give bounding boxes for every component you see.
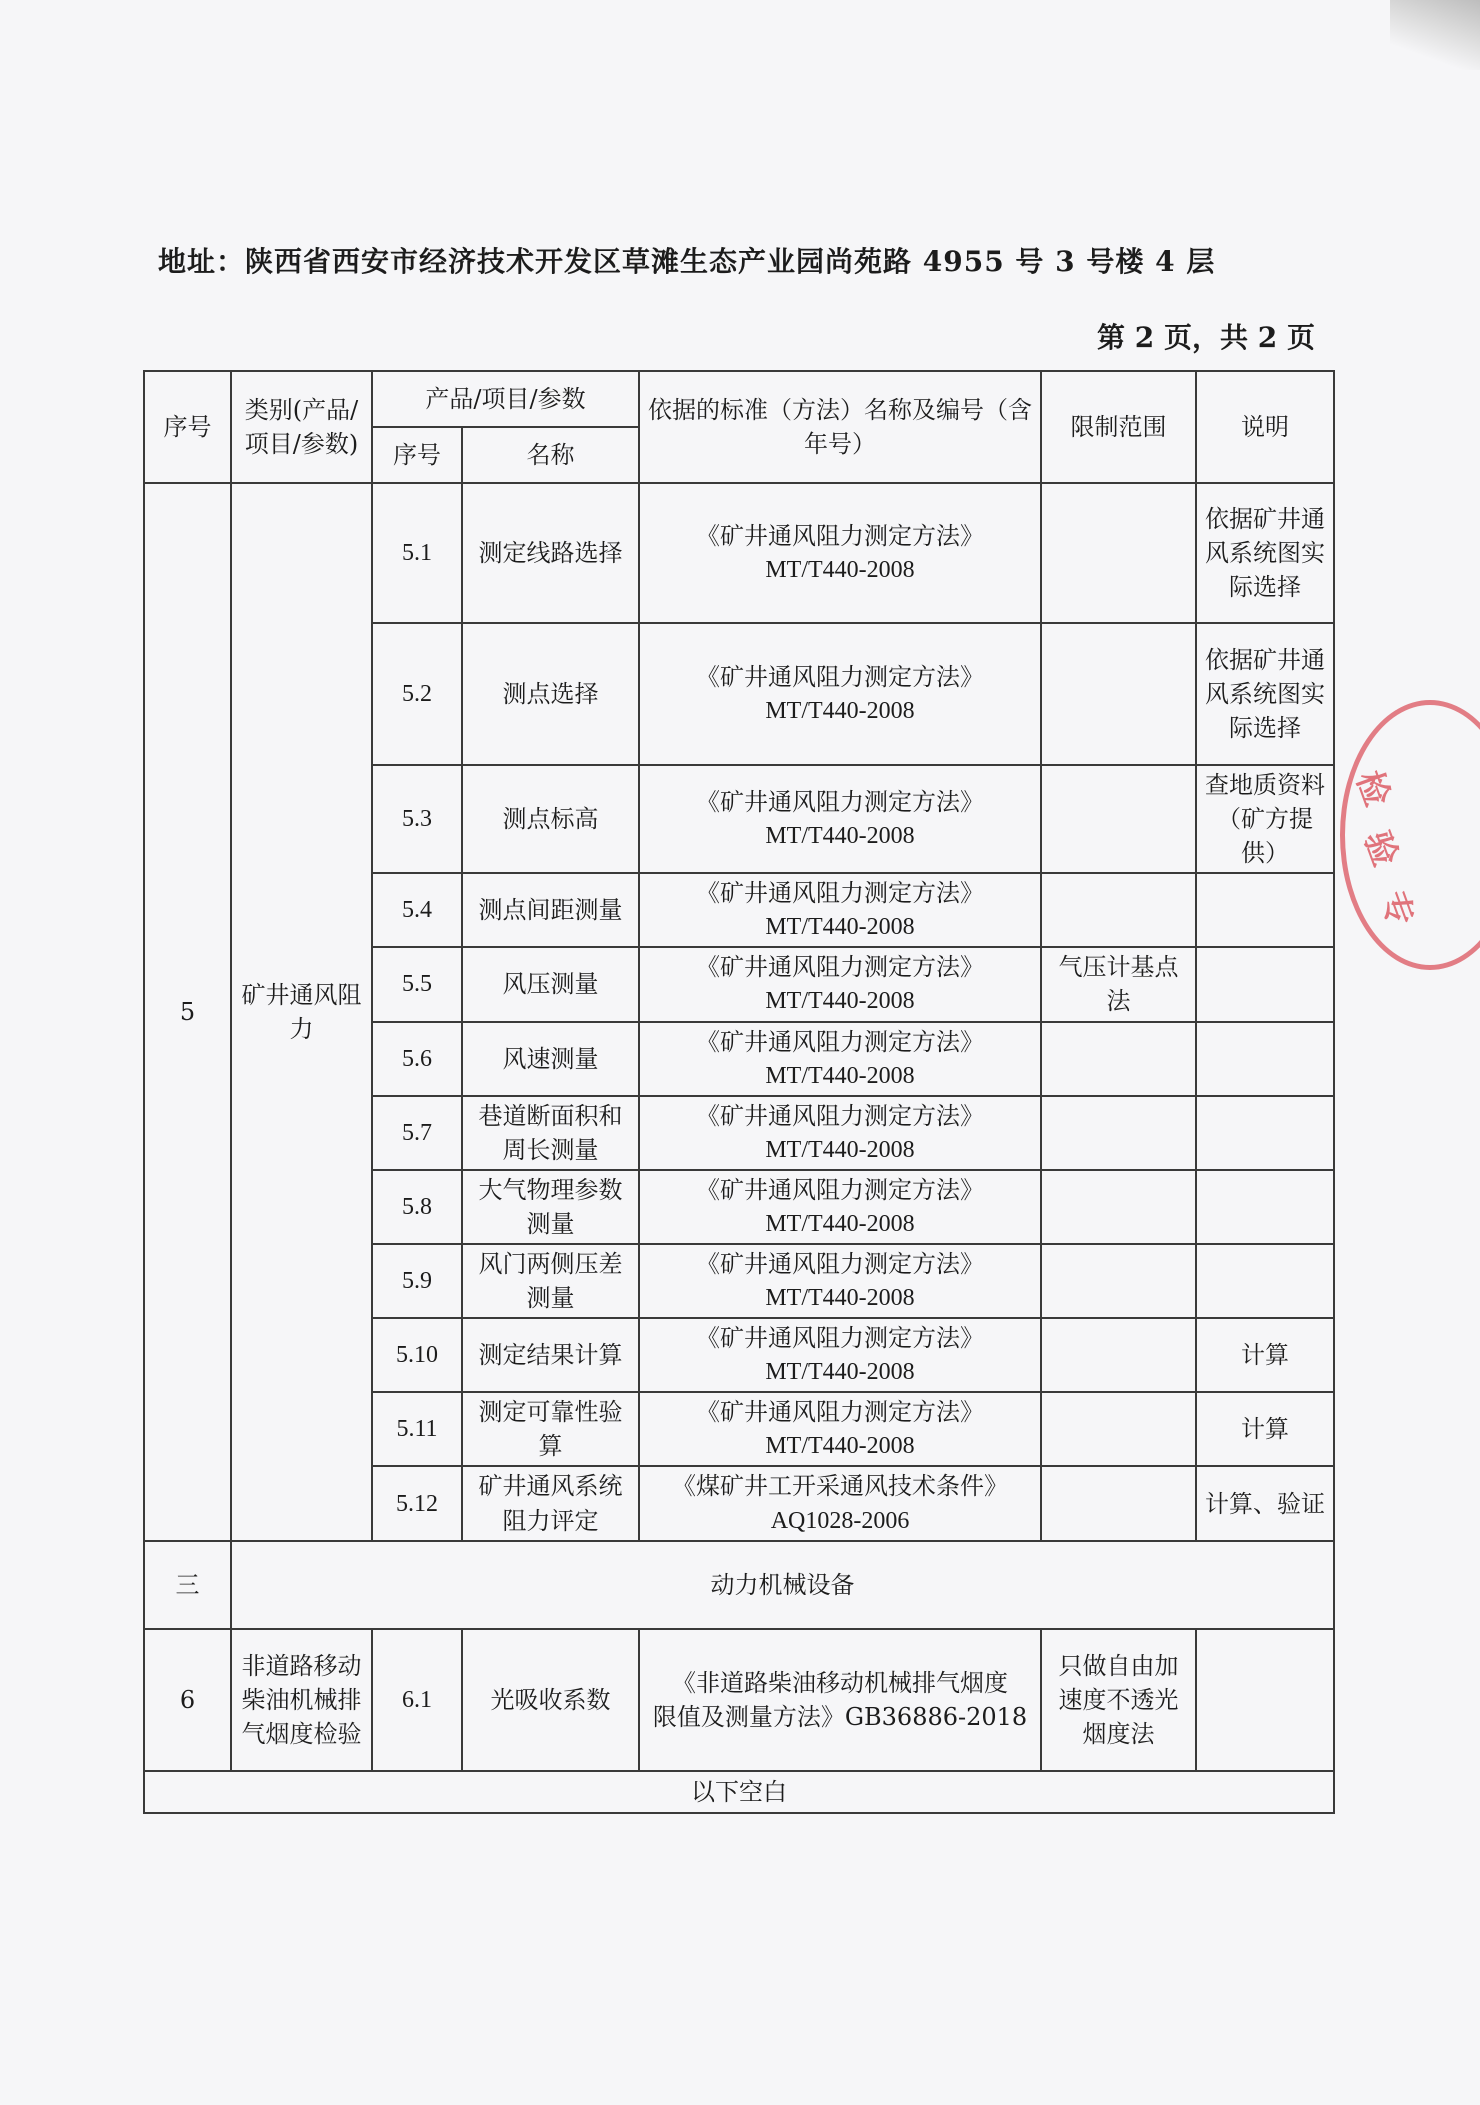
item-limit <box>1041 765 1196 873</box>
item-limit: 只做自由加速度不透光烟度法 <box>1041 1629 1196 1771</box>
item-standard <box>639 1392 1041 1466</box>
header-limit: 限制范围 <box>1041 371 1196 483</box>
item-name: 测定线路选择 <box>462 483 639 623</box>
header-standard: 依据的标准（方法）名称及编号（含年号） <box>639 371 1041 483</box>
item-note <box>1196 873 1334 947</box>
item-limit <box>1041 623 1196 765</box>
item-note: 依据矿井通风系统图实际选择 <box>1196 623 1334 765</box>
item-standard <box>639 1244 1041 1318</box>
item-standard <box>639 483 1041 623</box>
header-row-1 <box>144 371 1334 427</box>
standard-code: MT/T440-2008 <box>765 914 915 941</box>
item-name: 测点间距测量 <box>462 873 639 947</box>
item-note: 查地质资料（矿方提供） <box>1196 765 1334 873</box>
item-standard <box>639 1466 1041 1540</box>
item-name: 测定可靠性验算 <box>462 1392 639 1466</box>
item-standard <box>639 1170 1041 1244</box>
item-note <box>1196 1170 1334 1244</box>
standard-code: MT/T440-2008 <box>765 1433 915 1460</box>
item-standard <box>639 623 1041 765</box>
standard-title: 《矿井通风阻力测定方法》 <box>696 1101 985 1130</box>
red-seal-stamp <box>1340 700 1480 970</box>
item-note: 计算 <box>1196 1318 1334 1392</box>
item-limit <box>1041 1096 1196 1170</box>
item-name: 测定结果计算 <box>462 1318 639 1392</box>
blank-below-note: 以下空白 <box>144 1771 1334 1813</box>
item-name: 光吸收系数 <box>462 1629 639 1771</box>
item-no: 5.12 <box>372 1466 462 1540</box>
footer-row <box>144 1771 1334 1813</box>
header-product-group: 产品/项目/参数 <box>372 371 639 427</box>
standard-code: MT/T440-2008 <box>765 1136 915 1163</box>
item-note <box>1196 1022 1334 1096</box>
item-no: 5.4 <box>372 873 462 947</box>
item-note: 计算、验证 <box>1196 1466 1334 1540</box>
item-no: 5.10 <box>372 1318 462 1392</box>
item-no: 5.5 <box>372 947 462 1021</box>
item-limit: 气压计基点法 <box>1041 947 1196 1021</box>
item-name: 矿井通风系统阻力评定 <box>462 1466 639 1540</box>
item-note <box>1196 1096 1334 1170</box>
item-note: 计算 <box>1196 1392 1334 1466</box>
item-standard <box>639 873 1041 947</box>
item-standard <box>639 1318 1041 1392</box>
header-category: 类别(产品/项目/参数) <box>231 371 372 483</box>
standard-title: 《矿井通风阻力测定方法》 <box>696 1175 985 1204</box>
standard-title: 《矿井通风阻力测定方法》 <box>696 1324 985 1353</box>
item-name: 巷道断面积和周长测量 <box>462 1096 639 1170</box>
standard-title: 《矿井通风阻力测定方法》 <box>696 1027 985 1056</box>
standard-code: 限值及测量方法》GB36886-2018 <box>652 1702 1028 1731</box>
item-limit <box>1041 1466 1196 1540</box>
standard-title: 《矿井通风阻力测定方法》 <box>696 879 985 908</box>
item-note: 依据矿井通风系统图实际选择 <box>1196 483 1334 623</box>
item-standard <box>639 947 1041 1021</box>
item-standard <box>639 1629 1041 1771</box>
item-limit <box>1041 1392 1196 1466</box>
group-category: 矿井通风阻力 <box>231 483 372 1541</box>
item-standard <box>639 765 1041 873</box>
standard-title: 《矿井通风阻力测定方法》 <box>696 1398 985 1427</box>
item-no: 5.11 <box>372 1392 462 1466</box>
item-no: 5.7 <box>372 1096 462 1170</box>
standard-code: MT/T440-2008 <box>765 823 915 850</box>
item-limit <box>1041 873 1196 947</box>
item-name: 测点选择 <box>462 623 639 765</box>
section-row <box>144 1541 1334 1629</box>
standard-title: 《非道路柴油移动机械排气烟度 <box>672 1668 1009 1697</box>
standard-title: 《矿井通风阻力测定方法》 <box>696 788 985 817</box>
item-name: 测点标高 <box>462 765 639 873</box>
standard-title: 《矿井通风阻力测定方法》 <box>696 953 985 982</box>
standard-title: 《矿井通风阻力测定方法》 <box>696 521 985 550</box>
item-limit <box>1041 1022 1196 1096</box>
item-no: 5.2 <box>372 623 462 765</box>
item-no: 5.3 <box>372 765 462 873</box>
stamp-char: 检 <box>1348 765 1398 812</box>
stamp-char: 专 <box>1372 885 1422 932</box>
standard-code: MT/T440-2008 <box>765 1285 915 1312</box>
standard-title: 《矿井通风阻力测定方法》 <box>696 662 985 691</box>
item-no: 5.8 <box>372 1170 462 1244</box>
group-seq: 6 <box>144 1629 231 1771</box>
group-seq: 5 <box>144 483 231 1541</box>
table-row <box>144 1629 1334 1771</box>
section-title: 动力机械设备 <box>231 1541 1334 1629</box>
item-name: 风压测量 <box>462 947 639 1021</box>
item-no: 5.1 <box>372 483 462 623</box>
item-limit <box>1041 483 1196 623</box>
page-fold-shadow <box>1390 0 1480 70</box>
standard-title: 《煤矿井工开采通风技术条件》 <box>672 1472 1009 1501</box>
stamp-char: 验 <box>1356 825 1406 872</box>
standard-code: MT/T440-2008 <box>765 1210 915 1237</box>
item-no: 6.1 <box>372 1629 462 1771</box>
item-note <box>1196 1629 1334 1771</box>
item-name: 大气物理参数测量 <box>462 1170 639 1244</box>
item-limit <box>1041 1318 1196 1392</box>
standard-code: MT/T440-2008 <box>765 1359 915 1386</box>
standard-code: AQ1028-2006 <box>770 1507 910 1534</box>
item-no: 5.9 <box>372 1244 462 1318</box>
group-category: 非道路移动柴油机械排气烟度检验 <box>231 1629 372 1771</box>
scope-table <box>143 370 1335 1814</box>
item-name: 风门两侧压差测量 <box>462 1244 639 1318</box>
page-number: 第 2 页，共 2 页 <box>1097 321 1315 354</box>
item-standard <box>639 1096 1041 1170</box>
item-note <box>1196 1244 1334 1318</box>
item-limit <box>1041 1170 1196 1244</box>
table-row <box>144 483 1334 623</box>
item-limit <box>1041 1244 1196 1318</box>
item-standard <box>639 1022 1041 1096</box>
header-item-seq: 序号 <box>372 427 462 483</box>
standard-title: 《矿井通风阻力测定方法》 <box>696 1250 985 1279</box>
standard-code: MT/T440-2008 <box>765 1062 915 1089</box>
address-line: 地址：陕西省西安市经济技术开发区草滩生态产业园尚苑路 4955 号 3 号楼 4 层 <box>158 245 1216 278</box>
header-item-name: 名称 <box>462 427 639 483</box>
item-no: 5.6 <box>372 1022 462 1096</box>
section-seq: 三 <box>144 1541 231 1629</box>
item-name: 风速测量 <box>462 1022 639 1096</box>
standard-code: MT/T440-2008 <box>765 557 915 583</box>
standard-code: MT/T440-2008 <box>765 988 915 1015</box>
standard-code: MT/T440-2008 <box>765 698 915 724</box>
item-note <box>1196 947 1334 1021</box>
header-note: 说明 <box>1196 371 1334 483</box>
header-seq: 序号 <box>144 371 231 483</box>
